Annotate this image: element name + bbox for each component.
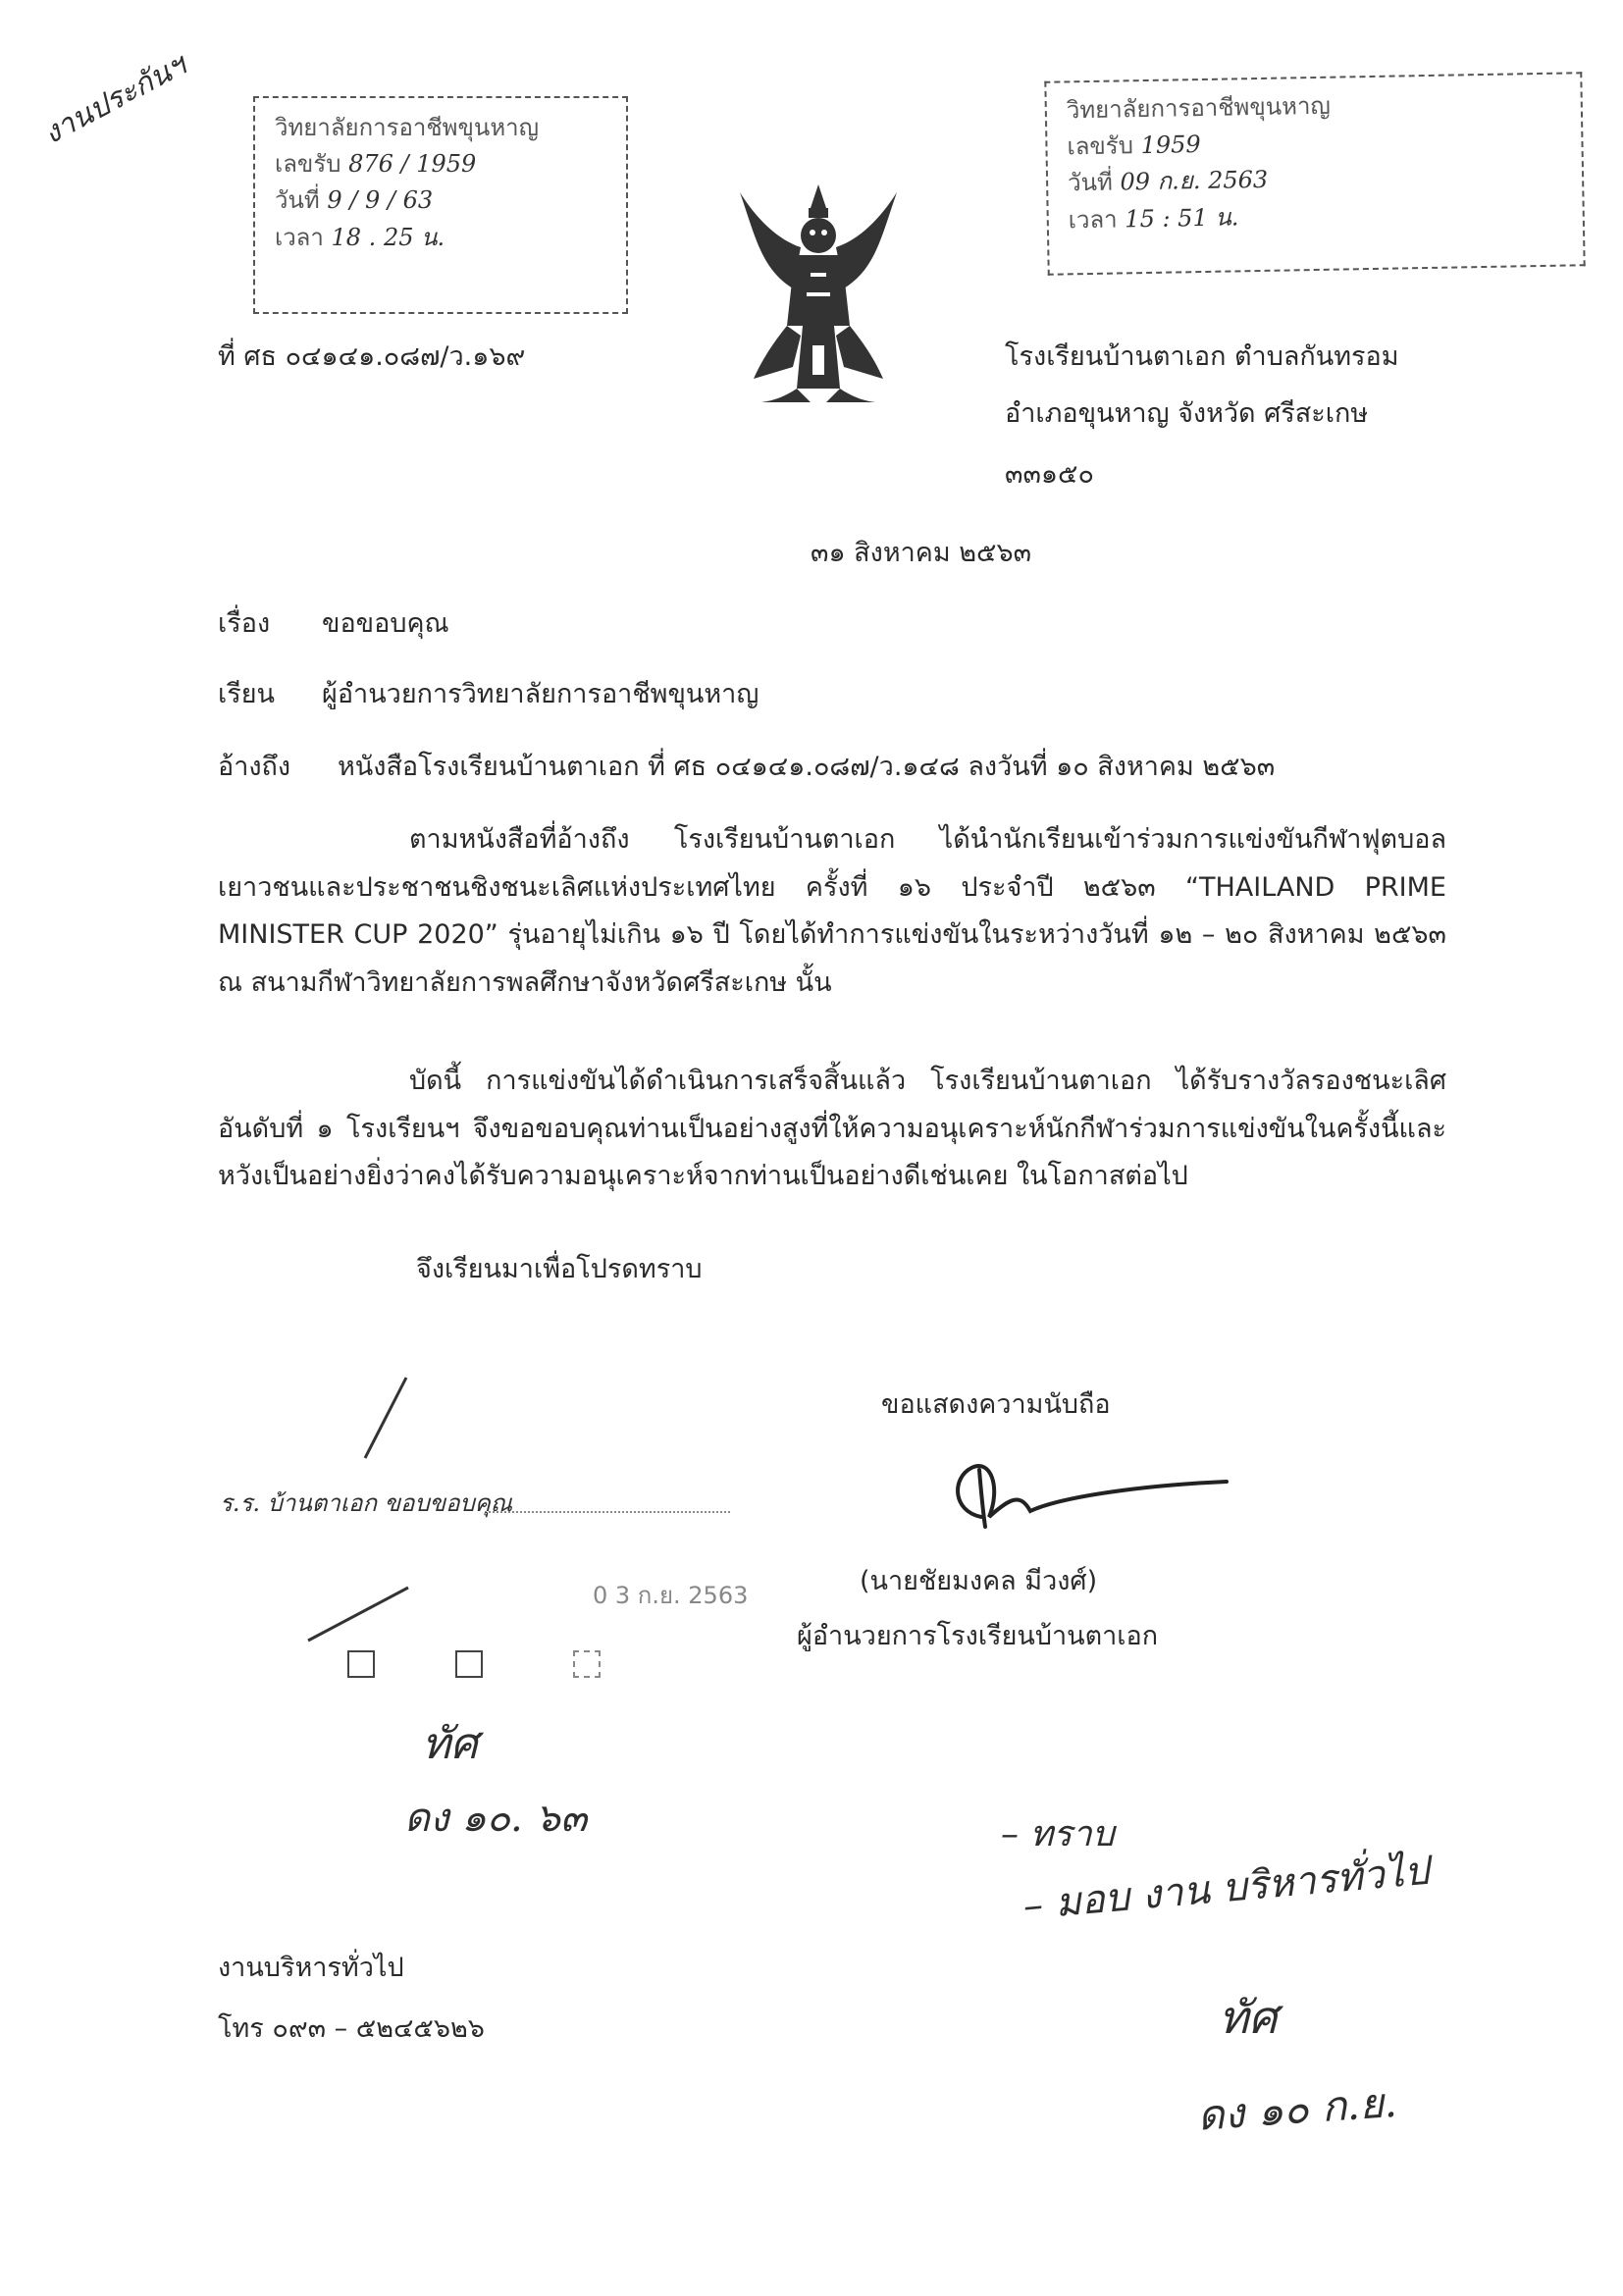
stamp-time-value: 18 . 25 น.	[331, 223, 445, 251]
garuda-emblem-icon	[732, 179, 905, 404]
sender-address-line1: โรงเรียนบ้านตาเอก ตำบลกันทรอม	[1005, 341, 1399, 372]
receive-stamp-right	[1044, 72, 1585, 276]
routing-initials-bottom: ดง ๑๐. ๖๓	[404, 1796, 588, 1841]
routing-initials-top: ทัศ	[422, 1719, 478, 1769]
body-paragraph-2-text: บัดนี้ การแข่งขันได้ดำเนินการเสร็จสิ้นแล้ว โรงเรียนบ้านตาเอก ได้รับรางวัลรองชนะเลิศอันดับที่ ๑ โรงเรียนฯ จึงขอขอบคุณท่านเป็นอย่างสูงที่ให้ความอนุเคราะห์นักกีฬาร่วมการแข่งขันในครั้งนี้และหวังเป็นอย่างยิ่งว่าคงได้รับความอนุเคราะห์จากท่านเป็นอย่างดีเช่นเคย ในโอกาสต่อไป	[218, 1066, 1446, 1192]
stamp-date-value: 09 ก.ย. 2563	[1120, 166, 1269, 196]
handwritten-note-4: ดง ๑๐ ก.ย.	[1195, 2077, 1399, 2140]
routing-note	[220, 1374, 769, 1697]
sender-postcode: ๓๓๑๕๐	[1005, 459, 1094, 490]
stamp-time-label: เวลา	[1068, 205, 1118, 234]
routing-dotted-line	[485, 1511, 730, 1513]
stamp-org: วิทยาลัยการอาชีพขุนหาญ	[275, 114, 540, 141]
handwritten-note-2: – มอบ งาน บริหารทั่วไป	[1021, 1848, 1432, 1929]
signer-name: (นายชัยมงคล มีวงศ์)	[860, 1566, 1098, 1596]
signer-position: ผู้อำนวยการโรงเรียนบ้านตาเอก	[797, 1621, 1159, 1651]
stamp-org: วิทยาลัยการอาชีพขุนหาญ	[1066, 91, 1332, 125]
routing-date: 0 3 ก.ย. 2563	[593, 1582, 749, 1609]
stamp-date-value: 9 / 9 / 63	[327, 186, 434, 215]
regards: ขอแสดงความนับถือ	[881, 1389, 1111, 1420]
routing-line1: ร.ร. บ้านตาเอก ขอบขอบคุณ	[220, 1489, 513, 1517]
routing-slash-mark	[357, 1374, 416, 1462]
body-paragraph-1-text: ตามหนังสือที่อ้างถึง โรงเรียนบ้านตาเอก ได้นำนักเรียนเข้าร่วมการแข่งขันกีฬาฟุตบอลเยาวชนและประชาชนชิงชนะเลิศแห่งประเทศไทย ครั้งที่ ๑๖ ประจำปี ๒๕๖๓ “THAILAND PRIME MINISTER CUP 2020” รุ่นอายุไม่เกิน ๑๖ ปี โดยได้ทำการแข่งขันในระหว่างวันที่ ๑๒ – ๒๐ สิงหาคม ๒๕๖๓ ณ สนามกีฬาวิทยาลัยการพลศึกษาจังหวัดศรีสะเกษ นั้น	[218, 824, 1446, 998]
stamp-received-value: 876 / 1959	[348, 150, 477, 179]
reference-label: อ้างถึง	[218, 752, 291, 782]
signature-mark	[942, 1448, 1236, 1546]
stamp-date-label: วันที่	[1067, 168, 1114, 197]
sender-address-line2: อำเภอขุนหาญ จังหวัด ศรีสะเกษ	[1005, 398, 1369, 429]
checkbox-square	[347, 1650, 375, 1678]
to-label: เรียน	[218, 679, 276, 709]
stamp-time-value: 15 : 51 น.	[1125, 202, 1239, 233]
footer-phone: โทร ๐๙๓ – ๕๒๔๕๖๒๖	[218, 2013, 485, 2044]
body-paragraph-1	[218, 816, 1446, 1007]
closing-line: จึงเรียนมาเพื่อโปรดทราบ	[416, 1254, 703, 1284]
reference-number: ที่ ศธ ๐๔๑๔๑.๐๘๗/ว.๑๖๙	[218, 341, 526, 372]
body-paragraph-2	[218, 1058, 1446, 1201]
handwritten-note-3: ทัศ	[1219, 1991, 1278, 2044]
stamp-received-label: เลขรับ	[1067, 131, 1134, 161]
checkbox-square	[455, 1650, 483, 1678]
receive-stamp-left	[253, 96, 628, 314]
margin-note: งานประกันฯ	[37, 47, 192, 152]
to-text: ผู้อำนวยการวิทยาลัยการอาชีพขุนหาญ	[322, 679, 759, 709]
stamp-time-label: เวลา	[275, 223, 324, 251]
reference-text: หนังสือโรงเรียนบ้านตาเอก ที่ ศธ ๐๔๑๔๑.๐๘๗/ว.๑๔๘ ลงวันที่ ๑๐ สิงหาคม ๒๕๖๓	[338, 752, 1276, 782]
stamp-received-value: 1959	[1140, 130, 1201, 160]
subject-text: ขอขอบคุณ	[322, 608, 449, 639]
stamp-date-label: วันที่	[275, 186, 320, 215]
letter-date: ๓๑ สิงหาคม ๒๕๖๓	[811, 538, 1032, 568]
routing-arrow-mark	[298, 1580, 416, 1648]
subject-label: เรื่อง	[218, 608, 271, 639]
checkbox-square	[573, 1650, 601, 1678]
footer-department: งานบริหารทั่วไป	[218, 1953, 404, 1983]
handwritten-note-1: – ทราบ	[1001, 1814, 1115, 1854]
stamp-received-label: เลขรับ	[275, 150, 341, 179]
